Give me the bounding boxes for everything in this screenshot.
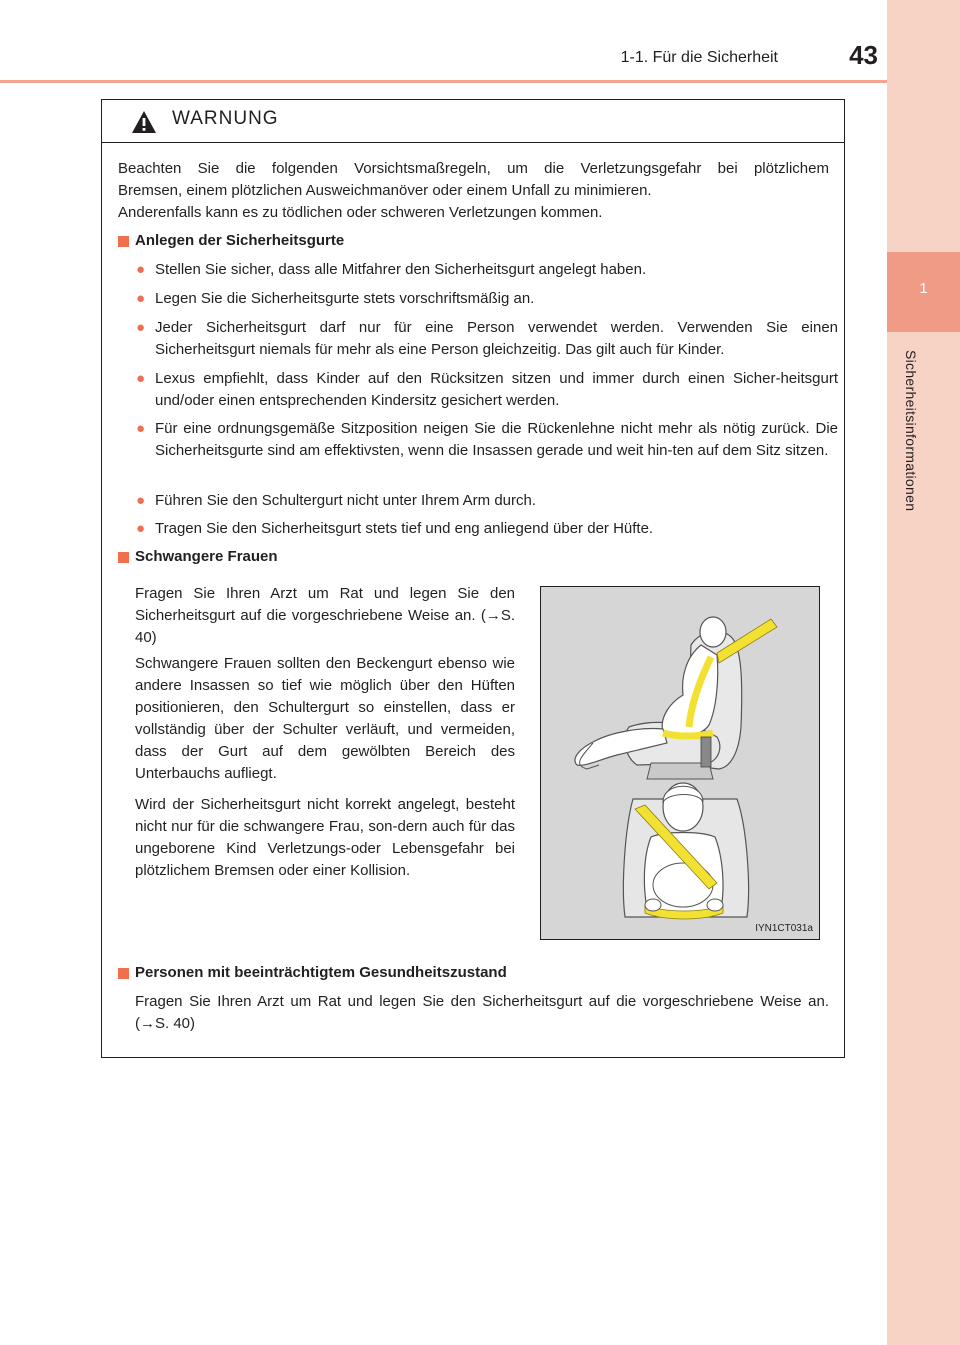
chapter-title: Sicherheitsinformationen: [903, 350, 919, 512]
intro-line-3: Anderenfalls kann es zu tödlichen oder schweren Verletzungen kommen.: [118, 204, 603, 221]
warning-title: WARNUNG: [172, 108, 279, 129]
section-title: 1-1. Für die Sicherheit: [620, 49, 778, 66]
front-view-figure: [623, 783, 748, 919]
bullet-text: Jeder Sicherheitsgurt darf nur für eine Person verwendet werden. Verwenden Sie einen Sicherheitsgurt niemals für mehr als eine Person gleichzeitig. Das gilt auch für Kinder.: [155, 319, 838, 358]
section-heading-pregnant: Schwangere Frauen: [135, 548, 278, 565]
intro-line-2: Bremsen, einem plötzlichen Ausweichmanöver oder einem Unfall zu minimieren.: [118, 182, 652, 199]
bullet-dot-icon: ●: [136, 290, 146, 307]
warning-header: [102, 100, 844, 143]
pregnant-paragraph-1: Fragen Sie Ihren Arzt um Rat und legen Sie den Sicherheitsgurt auf die vorgeschriebene Weise an. (→S. 40): [135, 585, 515, 646]
page-number: 43: [849, 40, 878, 70]
intro-line-1: Beachten Sie die folgenden Vorsichtsmaßregeln, um die Verletzungsgefahr bei plötzlichem: [118, 160, 829, 177]
warning-icon: [131, 110, 157, 134]
bullet-dot-icon: ●: [136, 319, 146, 336]
bullet-text: Stellen Sie sicher, dass alle Mitfahrer den Sicherheitsgurt angelegt haben.: [155, 261, 647, 278]
bullet-dot-icon: ●: [136, 492, 146, 509]
health-paragraph: Fragen Sie Ihren Arzt um Rat und legen Sie den Sicherheitsgurt auf die vorgeschriebene Weise an. (→S. 40): [135, 993, 829, 1032]
bullet-dot-icon: ●: [136, 420, 146, 437]
section-heading-health: Personen mit beeinträchtigtem Gesundheitszustand: [135, 964, 507, 981]
bullet-dot-icon: ●: [136, 261, 146, 278]
bullet-text: Legen Sie die Sicherheitsgurte stets vorschriftsmäßig an.: [155, 290, 535, 307]
bullet-text: Für eine ordnungsgemäße Sitzposition neigen Sie die Rückenlehne nicht mehr als nötig zurück. Die Sicherheitsgurte sind am effektivsten, wenn die Insassen gerade und weit hin-ten auf dem Sitz sitzen.: [155, 420, 838, 459]
pregnant-seatbelt-drawing: [541, 587, 819, 939]
square-marker-icon: [118, 552, 129, 563]
pregnant-paragraph-2: Schwangere Frauen sollten den Beckengurt ebenso wie andere Insassen so tief wie möglich über den Hüften positionieren, den Schultergurt so einstellen, dass er vollständig über der Schulter verläuft, und vermeiden, dass der Gurt auf dem gewölbten Bereich des Unterbauchs aufliegt.: [135, 655, 515, 782]
bullet-text: Tragen Sie den Sicherheitsgurt stets tief und eng anliegend über der Hüfte.: [155, 520, 654, 537]
bullet-text: Lexus empfiehlt, dass Kinder auf den Rücksitzen sitzen und immer durch einen Sicher-heitsgurt und/oder einen entsprechenden Kindersitz gesichert werden.: [155, 370, 838, 409]
figure-code: IYN1CT031a: [755, 923, 813, 934]
bullet-text: Führen Sie den Schultergurt nicht unter Ihrem Arm durch.: [155, 492, 537, 509]
bullet-dot-icon: ●: [136, 370, 146, 387]
section-heading-seatbelts: Anlegen der Sicherheitsgurte: [135, 232, 345, 249]
chapter-number: 1: [919, 280, 928, 297]
square-marker-icon: [118, 236, 129, 247]
side-view-figure: [575, 617, 777, 779]
pregnant-seatbelt-illustration: [540, 586, 820, 940]
bullet-dot-icon: ●: [136, 520, 146, 537]
chapter-sidebar: [887, 0, 960, 1345]
square-marker-icon: [118, 968, 129, 979]
header-rule: [0, 80, 887, 83]
pregnant-paragraph-3: Wird der Sicherheitsgurt nicht korrekt angelegt, besteht nicht nur für die schwangere Frau, son-dern auch für das ungeborene Kind Verletzungs-oder Lebensgefahr bei plötzlichem Bremsen oder einer Kollision.: [135, 796, 515, 879]
